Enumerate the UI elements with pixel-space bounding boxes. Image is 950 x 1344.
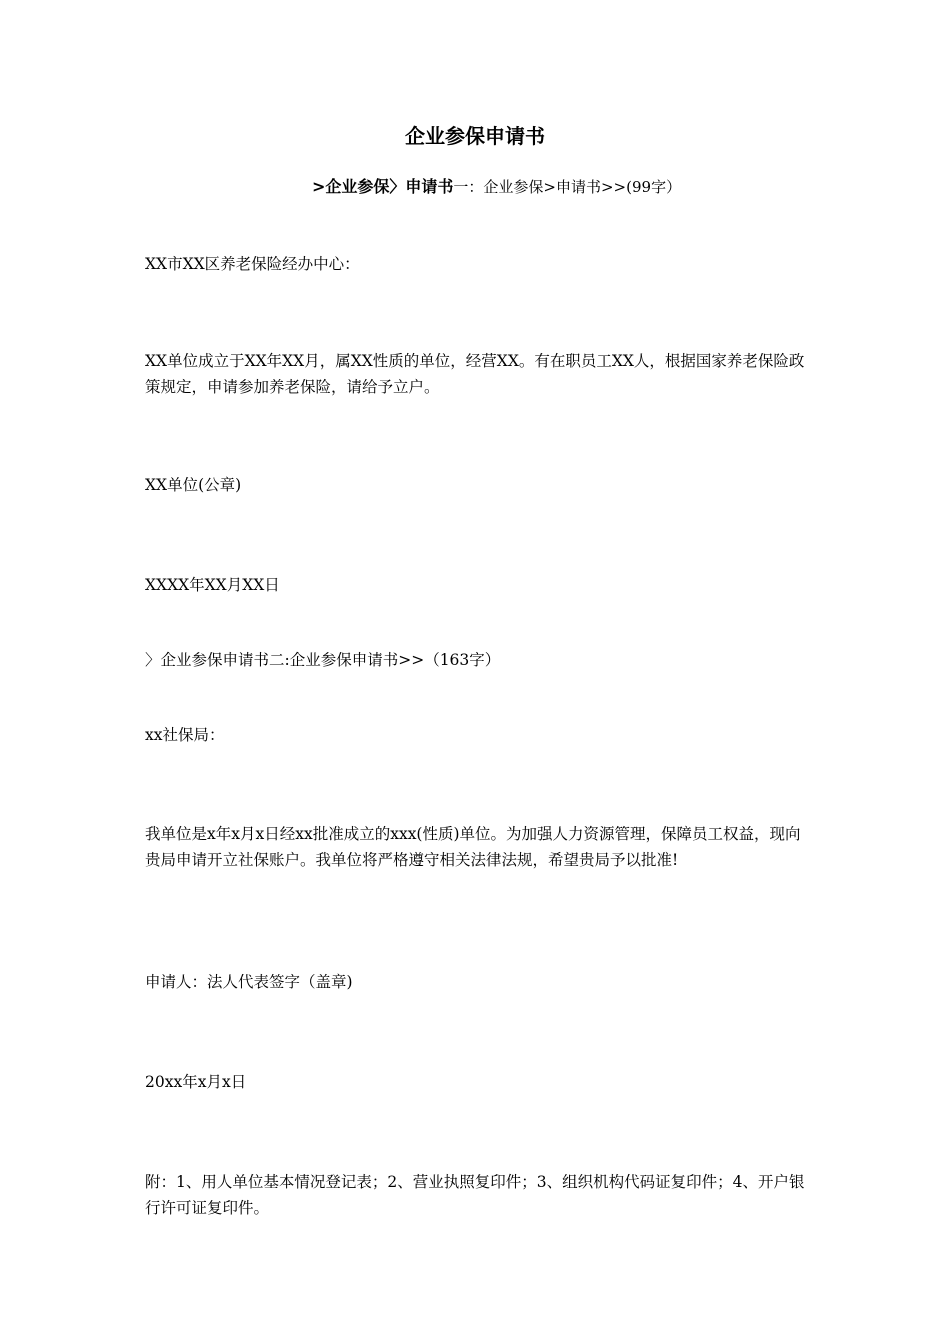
- date-line-2: 20xx年x月x日: [145, 1073, 247, 1091]
- document-title: 企业参保申请书: [405, 124, 545, 148]
- subtitle-bold-part: >企业参保〉申请书: [312, 177, 454, 196]
- subtitle-normal-part: 一：企业参保>申请书>>(99字）: [453, 178, 682, 196]
- attachments-paragraph: 附：1、用人单位基本情况登记表；2、营业执照复印件；3、组织机构代码证复印件；4、开户银行许可证复印件。: [145, 1173, 805, 1217]
- document-subtitle: [312, 176, 681, 198]
- signature-unit-1: XX单位(公章): [145, 476, 242, 494]
- body-paragraph-2: 我单位是x年x月x日经xx批准成立的xxx(性质)单位。为加强人力资源管理，保障员工权益，现向贵局申请开立社保账户。我单位将严格遵守相关法律法规，希望贵局予以批准!: [145, 825, 801, 869]
- date-line-1: XXXX年XX月XX日: [145, 576, 280, 594]
- applicant-signature-line: 申请人：法人代表签字（盖章): [145, 973, 353, 991]
- addressee-1: XX市XX区养老保险经办中心：: [145, 255, 360, 273]
- section-heading-2: 〉企业参保申请书二:企业参保申请书>>（163字）: [145, 651, 501, 669]
- addressee-2: xx社保局：: [145, 726, 225, 744]
- body-paragraph-1: XX单位成立于XX年XX月，属XX性质的单位，经营XX。有在职员工XX人，根据国家养老保险政策规定，申请参加养老保险，请给予立户。: [145, 352, 805, 396]
